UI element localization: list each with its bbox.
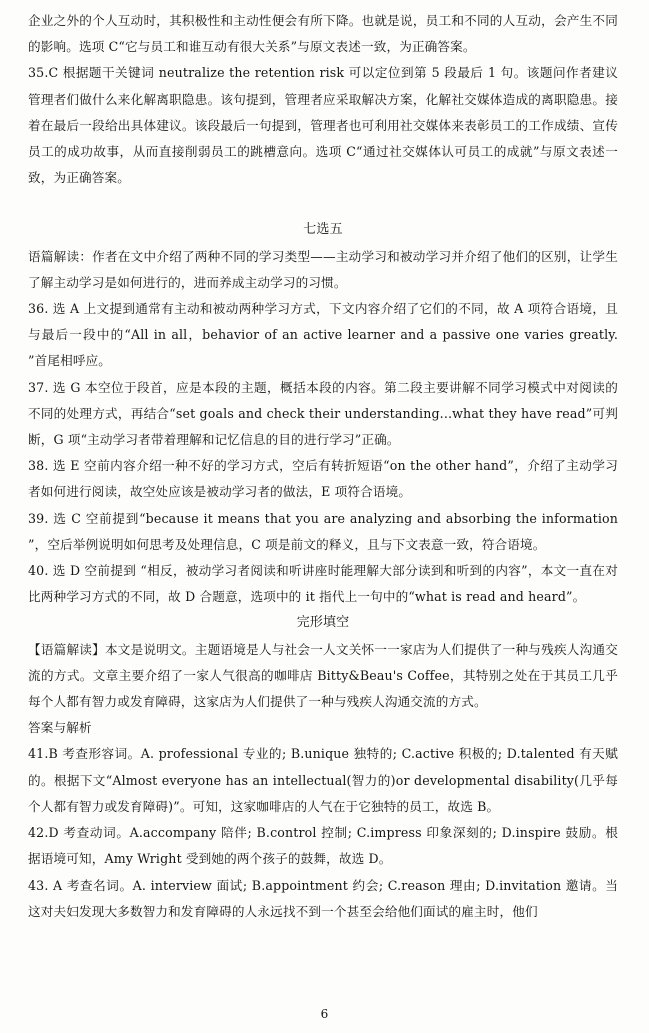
paragraph-q35: 35.C 根据题干关键词 neutralize the retention risk 可以定位到第 5 段最后 1 句。该题问作者建议管理者们做什么来化解离职隐患。该句提到，管理者应采取解决方案，化解社交媒体造成的离职隐患。接着在最后一段给出具体建议。该段最后一句提到，管理者也可利用社交媒体来表彰员工的工作成绩、宣传员工的成功故事，从而直接削弱员工的跳槽意向。选项 C“通过社交媒体认可员工的成就”与原文表述一致，为正确答案。 bbox=[28, 65, 618, 186]
paragraph-q39: 39. 选 C 空前提到“because it means that you are analyzing and absorbing the information ”，空后举例说明如何思考及处理信息，C 项是前文的释义，且与下文表意一致，符合语境。 bbox=[28, 510, 618, 552]
paragraph-q34-continued: 企业之外的个人互动时，其积极性和主动性便会有所下降。也就是说，员工和不同的人互动，会产生不同的影响。选项 C“它与员工和谁互动有很大关系”与原文表述一致，为正确答案。 bbox=[28, 13, 618, 55]
paragraph-q42: 42.D 考查动词。A.accompany 陪伴; B.control 控制; C.impress 印象深刻的; D.inspire 鼓励。根据语境可知，Amy Wright 受到她的两个孩子的鼓舞，故选 D。 bbox=[28, 825, 618, 867]
paragraph-q41: 41.B 考查形容词。A. professional 专业的; B.unique 独特的; C.active 积极的; D.talented 有天赋的。根据下文“Almost everyone has an intellectual(智力的)or developmental disability(几乎每个人都有智力或发育障碍)”。可知，这家咖啡店的人气在于它独特的员工，故选 B。 bbox=[28, 746, 618, 814]
document-body bbox=[28, 8, 618, 925]
paragraph-q38: 38. 选 E 空前内容介绍一种不好的学习方式，空后有转折短语“on the other hand”，介绍了主动学习者如何进行阅读，故空处应该是被动学习者的做法，E 项符合语境。 bbox=[28, 458, 618, 500]
paragraph-q43: 43. A 考查名词。A. interview 面试; B.appointment 约会; C.reason 理由; D.invitation 邀请。当这对夫妇发现大多数智力和发育障碍的人永远找不到一个甚至会给他们面试的雇主时，他们 bbox=[28, 877, 618, 919]
paragraph-cloze-analysis: 【语篇解读】本文是说明文。主题语境是人与社会一人文关怀一一家店为人们提供了一种与残疾人沟通交流的方式。文章主要介绍了一家人气很高的咖啡店 Bitty&Beau's Coffee，其特别之处在于其员工几乎每个人都有智力或发育障碍，这家店为人们提供了一种与残疾人沟通交流的方式。 bbox=[28, 641, 618, 710]
paragraph-passage-analysis: 语篇解读：作者在文中介绍了两种不同的学习类型——主动学习和被动学习并介绍了他们的区别，让学生了解主动学习是如何进行的，进而养成主动学习的习惯。 bbox=[28, 248, 618, 290]
answers-heading: 答案与解析 bbox=[28, 720, 92, 736]
paragraph-q40: 40. 选 D 空前提到 “相反，被动学习者阅读和听讲座时能理解大部分读到和听到的内容”，本文一直在对比两种学习方式的不同，故 D 合题意，选项中的 it 指代上一句中的“what is read and heard”。 bbox=[28, 563, 618, 605]
section-title-cloze: 完形填空 bbox=[296, 615, 350, 631]
paragraph-q36: 36. 选 A 上文提到通常有主动和被动两种学习方式，下文内容介绍了它们的不同，故 A 项符合语境，且与最后一段中的“All in all，behavior of an active learner and a passive one varies greatly. ”首尾相呼应。 bbox=[28, 301, 618, 369]
section-title-seven-choose-five: 七选五 bbox=[303, 222, 343, 238]
paragraph-q37: 37. 选 G 本空位于段首，应是本段的主题，概括本段的内容。第二段主要讲解不同学习模式中对阅读的不同的处理方式，再结合“set goals and check their understanding...what they have read”可判断，G 项“主动学习者带着理解和记忆信息的目的进行学习”正确。 bbox=[28, 379, 618, 448]
page-number: 6 bbox=[320, 1007, 329, 1021]
